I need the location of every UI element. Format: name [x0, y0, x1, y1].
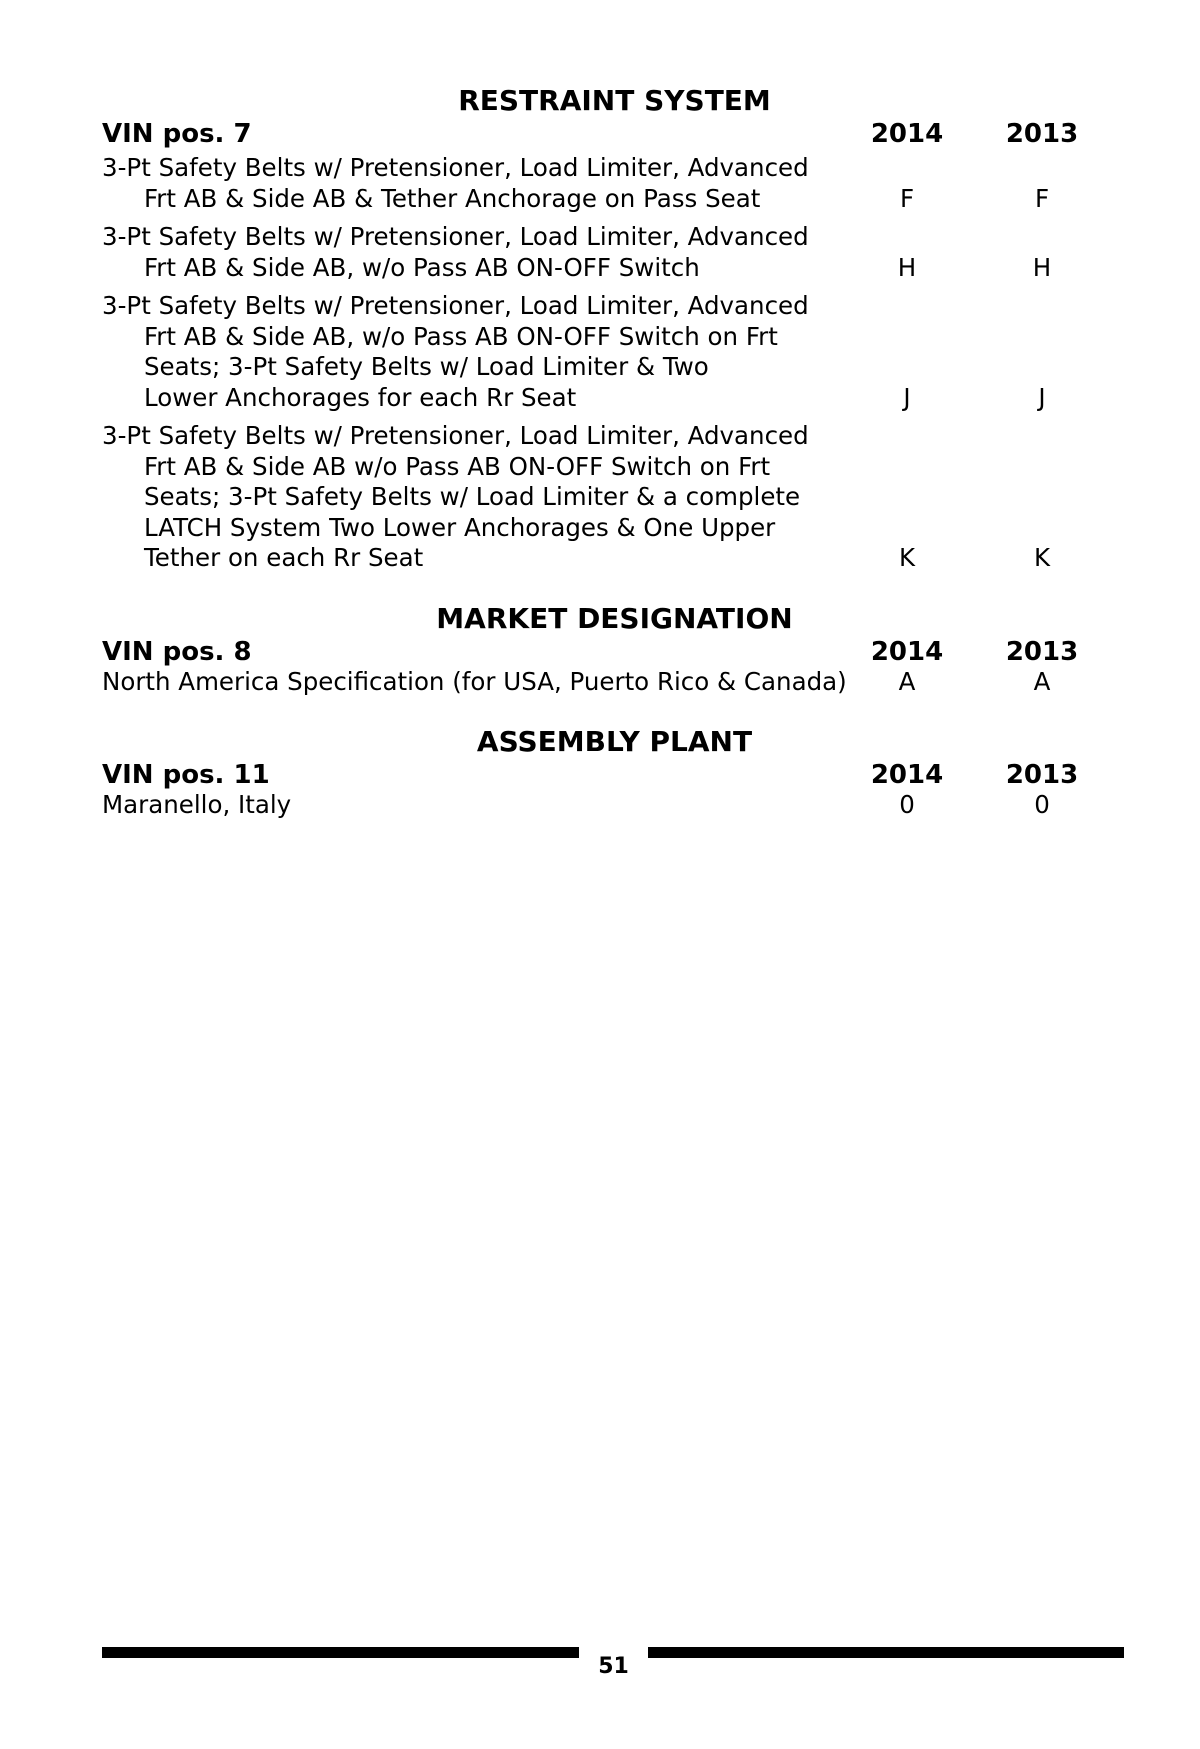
code-description: [102, 222, 809, 283]
description-line: LATCH System Two Lower Anchorages & One Upper: [144, 512, 776, 542]
section-title: ASSEMBLY PLANT: [476, 725, 753, 758]
vin-position-label: VIN pos. 8: [102, 637, 252, 667]
section-title: RESTRAINT SYSTEM: [458, 84, 771, 117]
section-header-row: [102, 637, 1127, 667]
code-value: F: [899, 183, 915, 213]
year-column-header: 2013: [1005, 637, 1079, 667]
code-value: K: [1033, 543, 1051, 572]
code-value: K: [898, 543, 916, 572]
section-title: MARKET DESIGNATION: [436, 602, 793, 635]
description-line: Frt AB & Side AB, w/o Pass AB ON-OFF Switch: [144, 252, 700, 282]
description-line: 3-Pt Safety Belts w/ Pretensioner, Load Limiter, Advanced: [102, 421, 809, 450]
description-line: Maranello, Italy: [102, 790, 292, 819]
code-description: [102, 790, 291, 821]
code-value: 0: [1034, 790, 1050, 819]
description-line: Tether on each Rr Seat: [144, 543, 424, 572]
code-value: J: [903, 382, 911, 412]
code-value: A: [1033, 667, 1051, 696]
footer-rule-left: [102, 1647, 579, 1658]
description-line: Seats; 3-Pt Safety Belts w/ Load Limiter & a complete: [144, 482, 801, 511]
description-line: 3-Pt Safety Belts w/ Pretensioner, Load Limiter, Advanced: [102, 153, 809, 182]
code-description: [102, 153, 809, 214]
section-header-row: [102, 119, 1127, 149]
year-column-header: 2014: [870, 637, 944, 667]
description-line: North America Specification (for USA, Puerto Rico & Canada): [102, 667, 847, 696]
description-line: 3-Pt Safety Belts w/ Pretensioner, Load Limiter, Advanced: [102, 291, 809, 320]
description-line: Lower Anchorages for each Rr Seat: [144, 382, 577, 412]
code-value: H: [897, 252, 917, 282]
page-number: 51: [598, 1654, 629, 1679]
code-description: [102, 667, 847, 698]
code-value: A: [898, 667, 916, 696]
section-header-row: [102, 760, 1127, 790]
footer-rule-right: [648, 1647, 1124, 1658]
code-value: J: [1038, 382, 1046, 412]
description-line: 3-Pt Safety Belts w/ Pretensioner, Load Limiter, Advanced: [102, 222, 809, 251]
description-line: Seats; 3-Pt Safety Belts w/ Load Limiter & Two: [144, 352, 709, 381]
year-column-header: 2014: [870, 119, 944, 149]
code-value: F: [1034, 183, 1050, 213]
description-line: Frt AB & Side AB w/o Pass AB ON-OFF Switch on Frt: [144, 451, 771, 481]
description-line: Frt AB & Side AB, w/o Pass AB ON-OFF Switch on Frt: [144, 321, 778, 351]
description-line: Frt AB & Side AB & Tether Anchorage on Pass Seat: [144, 183, 761, 213]
code-value: 0: [899, 790, 915, 819]
code-value: H: [1032, 252, 1052, 282]
code-description: [102, 421, 809, 574]
year-column-header: 2013: [1005, 760, 1079, 790]
vin-position-label: VIN pos. 7: [102, 119, 252, 149]
code-description: [102, 291, 809, 413]
year-column-header: 2013: [1005, 119, 1079, 149]
vin-position-label: VIN pos. 11: [102, 760, 270, 790]
year-column-header: 2014: [870, 760, 944, 790]
